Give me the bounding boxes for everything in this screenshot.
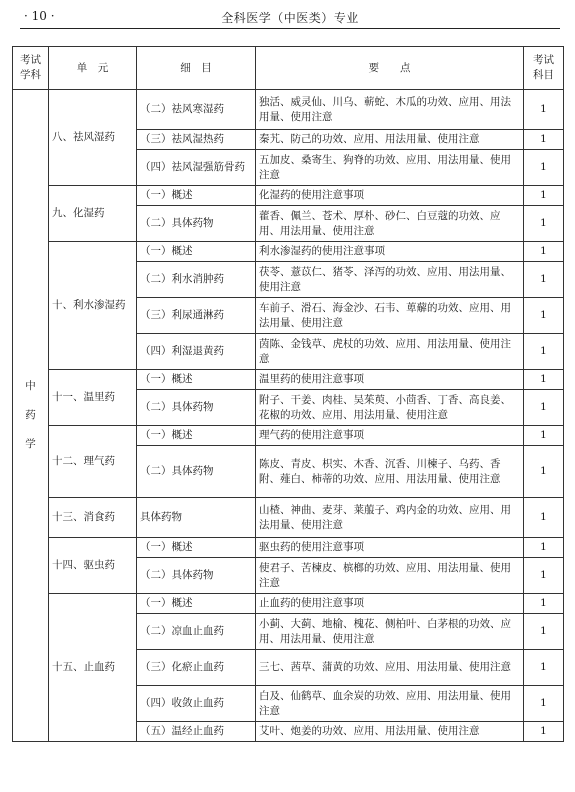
point-cell: 小蓟、大蓟、地榆、槐花、侧柏叶、白茅根的功效、应用、用法用量、使用注意	[256, 614, 524, 650]
unit-cell: 十一、温里药	[49, 370, 137, 426]
unit-cell: 十四、驱虫药	[49, 538, 137, 594]
point-cell: 止血药的使用注意事项	[256, 594, 524, 614]
detail-cell: （四）祛风湿强筋骨药	[137, 150, 256, 186]
point-cell: 藿香、佩兰、苍术、厚朴、砂仁、白豆蔻的功效、应用、用法用量、使用注意	[256, 206, 524, 242]
point-cell: 陈皮、青皮、枳实、木香、沉香、川楝子、乌药、香附、薤白、柿蒂的功效、应用、用法用量、使用注意	[256, 446, 524, 498]
column-header-detail: 细 目	[137, 47, 256, 90]
detail-cell: （一）概述	[137, 242, 256, 262]
table-header-row	[13, 47, 564, 90]
point-cell: 五加皮、桑寄生、狗脊的功效、应用、用法用量、使用注意	[256, 150, 524, 186]
point-cell: 附子、干姜、肉桂、吴茱萸、小茴香、丁香、高良姜、花椒的功效、应用、用法用量、使用注意	[256, 390, 524, 426]
level-cell: 1	[524, 334, 564, 370]
level-cell: 1	[524, 242, 564, 262]
point-cell: 理气药的使用注意事项	[256, 426, 524, 446]
detail-cell: （一）概述	[137, 426, 256, 446]
detail-cell: （二）祛风寒湿药	[137, 90, 256, 130]
column-header-level: 考试 科目	[524, 47, 564, 90]
page-number: · 10 ·	[24, 9, 55, 23]
table-row	[13, 186, 564, 206]
point-cell: 茯苓、薏苡仁、猪苓、泽泻的功效、应用、用法用量、使用注意	[256, 262, 524, 298]
page-title: 全科医学（中医类）专业	[221, 11, 359, 25]
subject-cell: 中 药 学	[13, 90, 49, 742]
table-row	[13, 426, 564, 446]
detail-cell: （一）概述	[137, 186, 256, 206]
point-cell: 秦艽、防己的功效、应用、用法用量、使用注意	[256, 130, 524, 150]
column-header-unit: 单 元	[49, 47, 137, 90]
unit-cell: 十三、消食药	[49, 498, 137, 538]
unit-cell: 十、利水渗湿药	[49, 242, 137, 370]
column-header-point: 要 点	[256, 47, 524, 90]
table-row	[13, 90, 564, 130]
detail-cell: 具体药物	[137, 498, 256, 538]
table-row	[13, 370, 564, 390]
level-cell: 1	[524, 262, 564, 298]
table-row	[13, 242, 564, 262]
level-cell: 1	[524, 90, 564, 130]
table-row	[13, 538, 564, 558]
point-cell: 车前子、滑石、海金沙、石韦、萆薢的功效、应用、用法用量、使用注意	[256, 298, 524, 334]
level-cell: 1	[524, 594, 564, 614]
detail-cell: （五）温经止血药	[137, 722, 256, 742]
level-cell: 1	[524, 186, 564, 206]
detail-cell: （二）利水消肿药	[137, 262, 256, 298]
level-cell: 1	[524, 150, 564, 186]
detail-cell: （三）祛风湿热药	[137, 130, 256, 150]
point-cell: 温里药的使用注意事项	[256, 370, 524, 390]
table-row	[13, 498, 564, 538]
point-cell: 利水渗湿药的使用注意事项	[256, 242, 524, 262]
point-cell: 白及、仙鹤草、血余炭的功效、应用、用法用量、使用注意	[256, 686, 524, 722]
point-cell: 山楂、神曲、麦芽、莱菔子、鸡内金的功效、应用、用法用量、使用注意	[256, 498, 524, 538]
level-cell: 1	[524, 538, 564, 558]
level-cell: 1	[524, 370, 564, 390]
point-cell: 三七、茜草、蒲黄的功效、应用、用法用量、使用注意	[256, 650, 524, 686]
detail-cell: （一）概述	[137, 370, 256, 390]
detail-cell: （三）利尿通淋药	[137, 298, 256, 334]
unit-cell: 八、祛风湿药	[49, 90, 137, 186]
detail-cell: （二）凉血止血药	[137, 614, 256, 650]
level-cell: 1	[524, 206, 564, 242]
detail-cell: （三）化瘀止血药	[137, 650, 256, 686]
point-cell: 艾叶、炮姜的功效、应用、用法用量、使用注意	[256, 722, 524, 742]
point-cell: 茵陈、金钱草、虎杖的功效、应用、用法用量、使用注意	[256, 334, 524, 370]
table-row	[13, 594, 564, 614]
level-cell: 1	[524, 130, 564, 150]
page-header	[20, 6, 560, 28]
point-cell: 驱虫药的使用注意事项	[256, 538, 524, 558]
column-header-subject: 考试 学科	[13, 47, 49, 90]
point-cell: 使君子、苦楝皮、槟榔的功效、应用、用法用量、使用注意	[256, 558, 524, 594]
unit-cell: 十二、理气药	[49, 426, 137, 498]
detail-cell: （二）具体药物	[137, 206, 256, 242]
level-cell: 1	[524, 498, 564, 538]
level-cell: 1	[524, 722, 564, 742]
level-cell: 1	[524, 650, 564, 686]
point-cell: 独活、威灵仙、川乌、蕲蛇、木瓜的功效、应用、用法用量、使用注意	[256, 90, 524, 130]
header-rule	[20, 28, 560, 29]
level-cell: 1	[524, 426, 564, 446]
detail-cell: （二）具体药物	[137, 446, 256, 498]
level-cell: 1	[524, 614, 564, 650]
level-cell: 1	[524, 446, 564, 498]
unit-cell: 十五、止血药	[49, 594, 137, 742]
detail-cell: （二）具体药物	[137, 390, 256, 426]
detail-cell: （二）具体药物	[137, 558, 256, 594]
syllabus-table	[12, 46, 564, 742]
detail-cell: （四）利湿退黄药	[137, 334, 256, 370]
level-cell: 1	[524, 298, 564, 334]
level-cell: 1	[524, 390, 564, 426]
detail-cell: （一）概述	[137, 594, 256, 614]
level-cell: 1	[524, 558, 564, 594]
unit-cell: 九、化湿药	[49, 186, 137, 242]
detail-cell: （四）收敛止血药	[137, 686, 256, 722]
level-cell: 1	[524, 686, 564, 722]
point-cell: 化湿药的使用注意事项	[256, 186, 524, 206]
detail-cell: （一）概述	[137, 538, 256, 558]
